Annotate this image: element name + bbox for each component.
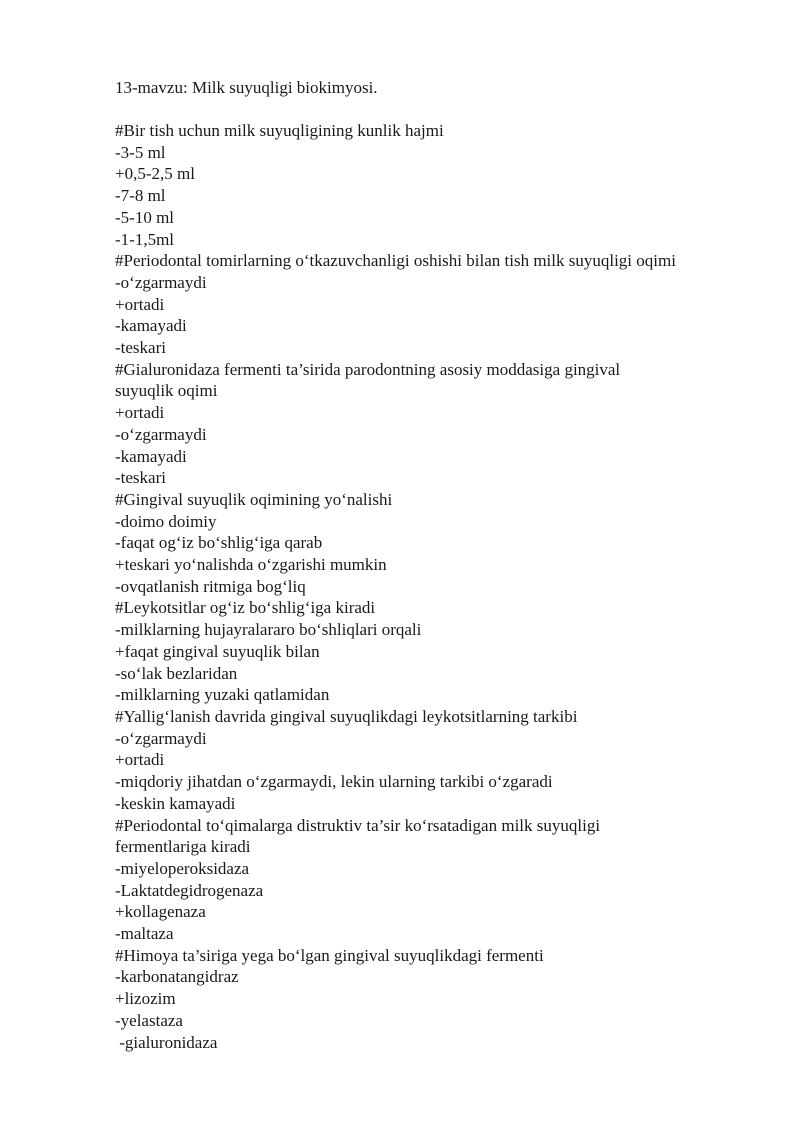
question-line: #Gialuronidaza fermenti ta’sirida parodontning asosiy moddasiga gingival (115, 359, 621, 379)
question-line: fermentlariga kiradi (115, 837, 251, 857)
answer-line: -doimo doimiy (115, 511, 217, 531)
question-line: #Periodontal to‘qimalarga distruktiv ta’sir ko‘rsatadigan milk suyuqligi (115, 815, 601, 835)
answer-line: +ortadi (115, 403, 165, 423)
question-line: #Yallig‘lanish davrida gingival suyuqlikdagi leykotsitlarning tarkibi (115, 706, 578, 726)
answer-line: -5-10 ml (115, 207, 175, 227)
answer-line: -3-5 ml (115, 142, 166, 162)
answer-line: +lizozim (115, 989, 176, 1009)
question-line: suyuqlik oqimi (115, 381, 218, 401)
answer-line: -kamayadi (115, 316, 187, 336)
answer-line: -7-8 ml (115, 186, 166, 206)
answer-line: +ortadi (115, 294, 165, 314)
answer-line: +teskari yo‘nalishda o‘zgarishi mumkin (115, 555, 387, 575)
answer-line: +kollagenaza (115, 902, 206, 922)
answer-line: -miqdoriy jihatdan o‘zgarmaydi, lekin ularning tarkibi o‘zgaradi (115, 772, 553, 792)
answer-line: -milklarning yuzaki qatlamidan (115, 685, 330, 705)
answer-line: -karbonatangidraz (115, 967, 239, 987)
answer-line: -1-1,5ml (115, 229, 175, 249)
question-line: #Periodontal tomirlarning o‘tkazuvchanligi oshishi bilan tish milk suyuqligi oqimi (115, 251, 676, 271)
question-line: #Bir tish uchun milk suyuqligining kunlik hajmi (115, 121, 444, 140)
answer-line: -so‘lak bezlaridan (115, 663, 238, 683)
document-title: 13-mavzu: Milk suyuqligi biokimyosi. (115, 78, 378, 97)
document-body (115, 120, 755, 1053)
answer-line: -o‘zgarmaydi (115, 424, 207, 444)
question-line: #Himoya ta’siriga yega bo‘lgan gingival suyuqlikdagi fermenti (115, 945, 544, 965)
answer-line: -faqat og‘iz bo‘shlig‘iga qarab (115, 533, 323, 553)
answer-line: -o‘zgarmaydi (115, 272, 207, 292)
answer-line: -ovqatlanish ritmiga bog‘liq (115, 576, 306, 596)
answer-line: -o‘zgarmaydi (115, 728, 207, 748)
answer-line: +faqat gingival suyuqlik bilan (115, 641, 320, 661)
question-line: #Gingival suyuqlik oqimining yo‘nalishi (115, 489, 393, 509)
answer-line: -teskari (115, 468, 166, 488)
question-line: #Leykotsitlar og‘iz bo‘shlig‘iga kiradi (115, 598, 376, 618)
answer-line: -miyeloperoksidaza (115, 858, 250, 878)
answer-line: -maltaza (115, 924, 174, 944)
answer-line: -kamayadi (115, 446, 187, 466)
answer-line: -yelastaza (115, 1010, 183, 1030)
answer-line: -keskin kamayadi (115, 793, 236, 813)
answer-line: -Laktatdegidrogenaza (115, 880, 264, 900)
answer-line: -gialuronidaza (115, 1032, 218, 1052)
answer-line: -milklarning hujayralararo bo‘shliqlari orqali (115, 620, 422, 640)
answer-line: +ortadi (115, 750, 165, 770)
answer-line: -teskari (115, 338, 166, 358)
answer-line: +0,5-2,5 ml (115, 164, 195, 184)
